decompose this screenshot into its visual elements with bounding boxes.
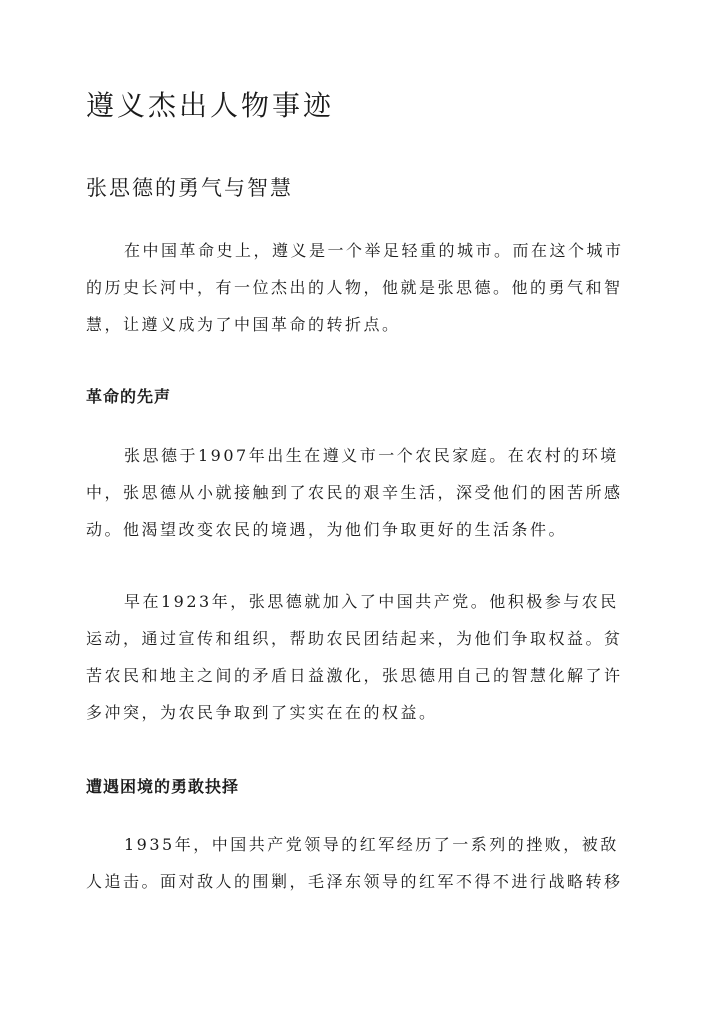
subsection-heading-revolution-pioneer: 革命的先声 bbox=[86, 387, 172, 406]
paragraph-line: 早在1923年，张思德就加入了中国共产党。他积极参与农民 bbox=[124, 592, 619, 611]
paragraph-line: 1935年，中国共产党领导的红军经历了一系列的挫败，被敌 bbox=[124, 835, 619, 854]
paragraph-line: 的历史长河中，有一位杰出的人物，他就是张思德。他的勇气和智 bbox=[86, 278, 623, 297]
paragraph-line: 慧，让遵义成为了中国革命的转折点。 bbox=[86, 315, 401, 334]
paragraph-line: 张思德于1907年出生在遵义市一个农民家庭。在农村的环境 bbox=[124, 446, 619, 465]
section-title: 张思德的勇气与智慧 bbox=[86, 176, 293, 200]
paragraph-line: 中，张思德从小就接触到了农民的艰辛生活，深受他们的困苦所感 bbox=[86, 483, 623, 502]
paragraph-line: 运动，通过宣传和组织，帮助农民团结起来，为他们争取权益。贫 bbox=[86, 629, 623, 648]
intro-paragraph bbox=[86, 232, 646, 343]
red-army-paragraph bbox=[86, 826, 646, 900]
subsection-heading-brave-choice: 遭遇困境的勇敢抉择 bbox=[86, 777, 240, 796]
birth-paragraph bbox=[86, 437, 646, 548]
paragraph-line: 动。他渴望改变农民的境遇，为他们争取更好的生活条件。 bbox=[86, 520, 568, 539]
paragraph-line: 在中国革命史上，遵义是一个举足轻重的城市。而在这个城市 bbox=[124, 241, 624, 260]
paragraph-line: 多冲突，为农民争取到了实实在在的权益。 bbox=[86, 703, 438, 722]
paragraph-line: 苦农民和地主之间的矛盾日益激化，张思德用自己的智慧化解了许 bbox=[86, 666, 623, 685]
paragraph-line: 人追击。面对敌人的围剿，毛泽东领导的红军不得不进行战略转移 bbox=[86, 872, 623, 891]
party-join-paragraph bbox=[86, 583, 646, 731]
document-title: 遵义杰出人物事迹 bbox=[86, 89, 335, 122]
